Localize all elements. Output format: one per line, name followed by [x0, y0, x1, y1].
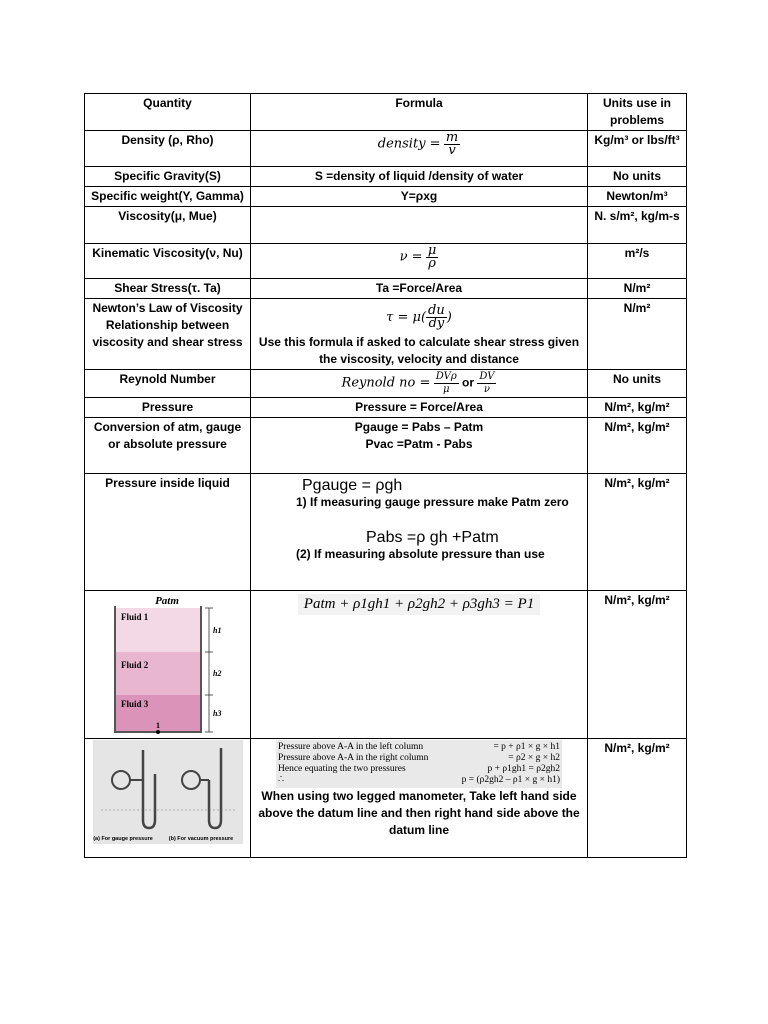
table-row — [85, 398, 687, 418]
fluid-1-label: Fluid 1 — [120, 612, 148, 622]
formula-lhs: density = — [377, 136, 441, 152]
header-row — [85, 94, 687, 131]
units-cell: N/m², kg/m² — [588, 474, 687, 591]
table-row — [85, 739, 687, 858]
h1-label: h1 — [212, 626, 221, 635]
denominator: dy — [428, 315, 445, 331]
fluid-2-layer — [115, 652, 201, 695]
formula-cell — [251, 418, 588, 474]
quantity-cell: Pressure inside liquid — [85, 474, 251, 591]
denominator: μ — [442, 384, 450, 395]
denominator: ν — [483, 384, 490, 395]
header-quantity: Quantity — [85, 94, 251, 131]
header-units: Units use in problems — [588, 94, 687, 131]
formula-cell: S =density of liquid /density of water — [251, 167, 588, 187]
numerator: DVρ — [435, 371, 457, 382]
quantity-cell: Conversion of atm, gauge or absolute pressure — [85, 418, 251, 474]
formula-cell: Ta =Force/Area — [251, 279, 588, 299]
gauge-step: 1) If measuring gauge pressure make Patm zero — [296, 495, 569, 509]
formula-cell — [251, 244, 588, 279]
table-row — [85, 370, 687, 398]
quantity-cell: Kinematic Viscosity(ν, Nu) — [85, 244, 251, 279]
fraction — [426, 302, 447, 331]
formula-cell — [251, 591, 588, 739]
table-row — [85, 167, 687, 187]
point-1-label: 1 — [155, 721, 160, 730]
equation-line: Pressure above A-A in the left column = p + ρ1 × g × h1 — [278, 742, 560, 752]
formula-cell — [251, 474, 588, 591]
numerator: μ — [427, 243, 437, 258]
units-cell: N/m² — [588, 279, 687, 299]
figure-cell — [85, 739, 251, 858]
numerator: DV — [479, 371, 495, 382]
equation-line: ∴ p = (ρ2gh2 – ρ1 × g × h1) — [278, 775, 560, 785]
units-cell: No units — [588, 167, 687, 187]
equation-line: Hence equating the two pressures p + ρ1gh1 = ρ2gh2 — [278, 764, 560, 774]
h2-label: h2 — [212, 669, 221, 678]
absolute-step: (2) If measuring absolute pressure than use — [296, 547, 545, 561]
denominator: v — [448, 143, 456, 158]
formula-cell — [251, 370, 588, 398]
numerator: du — [428, 302, 445, 318]
fraction — [426, 245, 438, 270]
quantity-cell: Specific Gravity(S) — [85, 167, 251, 187]
quantity-cell: Pressure — [85, 398, 251, 418]
table-row — [85, 299, 687, 370]
formula-rhs: ) — [446, 309, 452, 325]
manometer-figure — [93, 740, 243, 844]
conversion-line-1: Pgauge = Pabs – Patm — [354, 420, 484, 434]
quantity-cell: Viscosity(μ, Mue) — [85, 207, 251, 244]
absolute-equation: Pabs =ρ gh +Patm — [366, 529, 499, 546]
units-cell: m²/s — [588, 244, 687, 279]
layered-fluid-figure — [109, 592, 227, 736]
quantity-cell: Reynold Number — [85, 370, 251, 398]
table-row — [85, 279, 687, 299]
table-row — [85, 187, 687, 207]
h3-label: h3 — [212, 709, 221, 718]
table-row — [85, 591, 687, 739]
denominator: ρ — [428, 256, 436, 271]
formula-cell — [251, 299, 588, 370]
patm-label: Patm — [154, 595, 179, 607]
table-row — [85, 474, 687, 591]
or-word: or — [462, 375, 475, 390]
hydrostatic-formula: Patm + ρ1gh1 + ρ2gh2 + ρ3gh3 = P1 — [298, 594, 540, 615]
formula-cell: Υ=ρxg — [251, 187, 588, 207]
quantity-cell: Density (ρ, Rho) — [85, 131, 251, 167]
formula-cell — [251, 131, 588, 167]
numerator: m — [445, 130, 459, 145]
manometer-equations — [276, 740, 562, 788]
formula-equation — [254, 300, 584, 334]
table-row — [85, 244, 687, 279]
units-cell: N/m², kg/m² — [588, 418, 687, 474]
units-cell: N. s/m², kg/m-s — [588, 207, 687, 244]
header-formula: Formula — [251, 94, 588, 131]
manometer-note: When using two legged manometer, Take left hand side above the datum line and then right hand side above the datum line — [258, 789, 580, 837]
caption-gauge: (a) For gauge pressure — [92, 836, 153, 842]
formula-lhs: τ = μ( — [386, 309, 427, 325]
units-cell: N/m², kg/m² — [588, 398, 687, 418]
quantity-cell: Specific weight(Υ, Gamma) — [85, 187, 251, 207]
point-1-marker — [156, 730, 160, 734]
table-row — [85, 131, 687, 167]
table-row — [85, 207, 687, 244]
quantity-cell: Newton’s Law of Viscosity Relationship between viscosity and shear stress — [85, 299, 251, 370]
table-row — [85, 418, 687, 474]
formula-cell — [251, 207, 588, 244]
units-cell: N/m², kg/m² — [588, 739, 687, 858]
conversion-line-2: Pvac =Patm - Pabs — [365, 437, 473, 451]
caption-vacuum: (b) For vacuum pressure — [168, 836, 233, 842]
quantity-cell: Shear Stress(τ. Ta) — [85, 279, 251, 299]
formula-cell — [251, 739, 588, 858]
figure-cell — [85, 591, 251, 739]
formula-lhs: Reynold no = — [341, 375, 431, 391]
units-cell: Kg/m³ or lbs/ft³ — [588, 131, 687, 167]
fraction — [444, 132, 460, 157]
formula-note: Use this formula if asked to calculate shear stress given the viscosity, velocity and distance — [258, 335, 580, 366]
equation-line: Pressure above A-A in the right column = ρ2 × g × h2 — [278, 753, 560, 763]
formula-table — [84, 93, 687, 858]
formula-lhs: ν = — [399, 249, 423, 265]
fluid-2-label: Fluid 2 — [120, 660, 148, 670]
fraction — [477, 371, 496, 396]
units-cell: Newton/m³ — [588, 187, 687, 207]
fluid-3-label: Fluid 3 — [120, 699, 148, 709]
units-cell: N/m² — [588, 299, 687, 370]
gauge-equation: Pgauge = ρgh — [302, 477, 403, 494]
formula-cell: Pressure = Force/Area — [251, 398, 588, 418]
fraction — [434, 371, 459, 396]
units-cell: No units — [588, 370, 687, 398]
units-cell: N/m², kg/m² — [588, 591, 687, 739]
